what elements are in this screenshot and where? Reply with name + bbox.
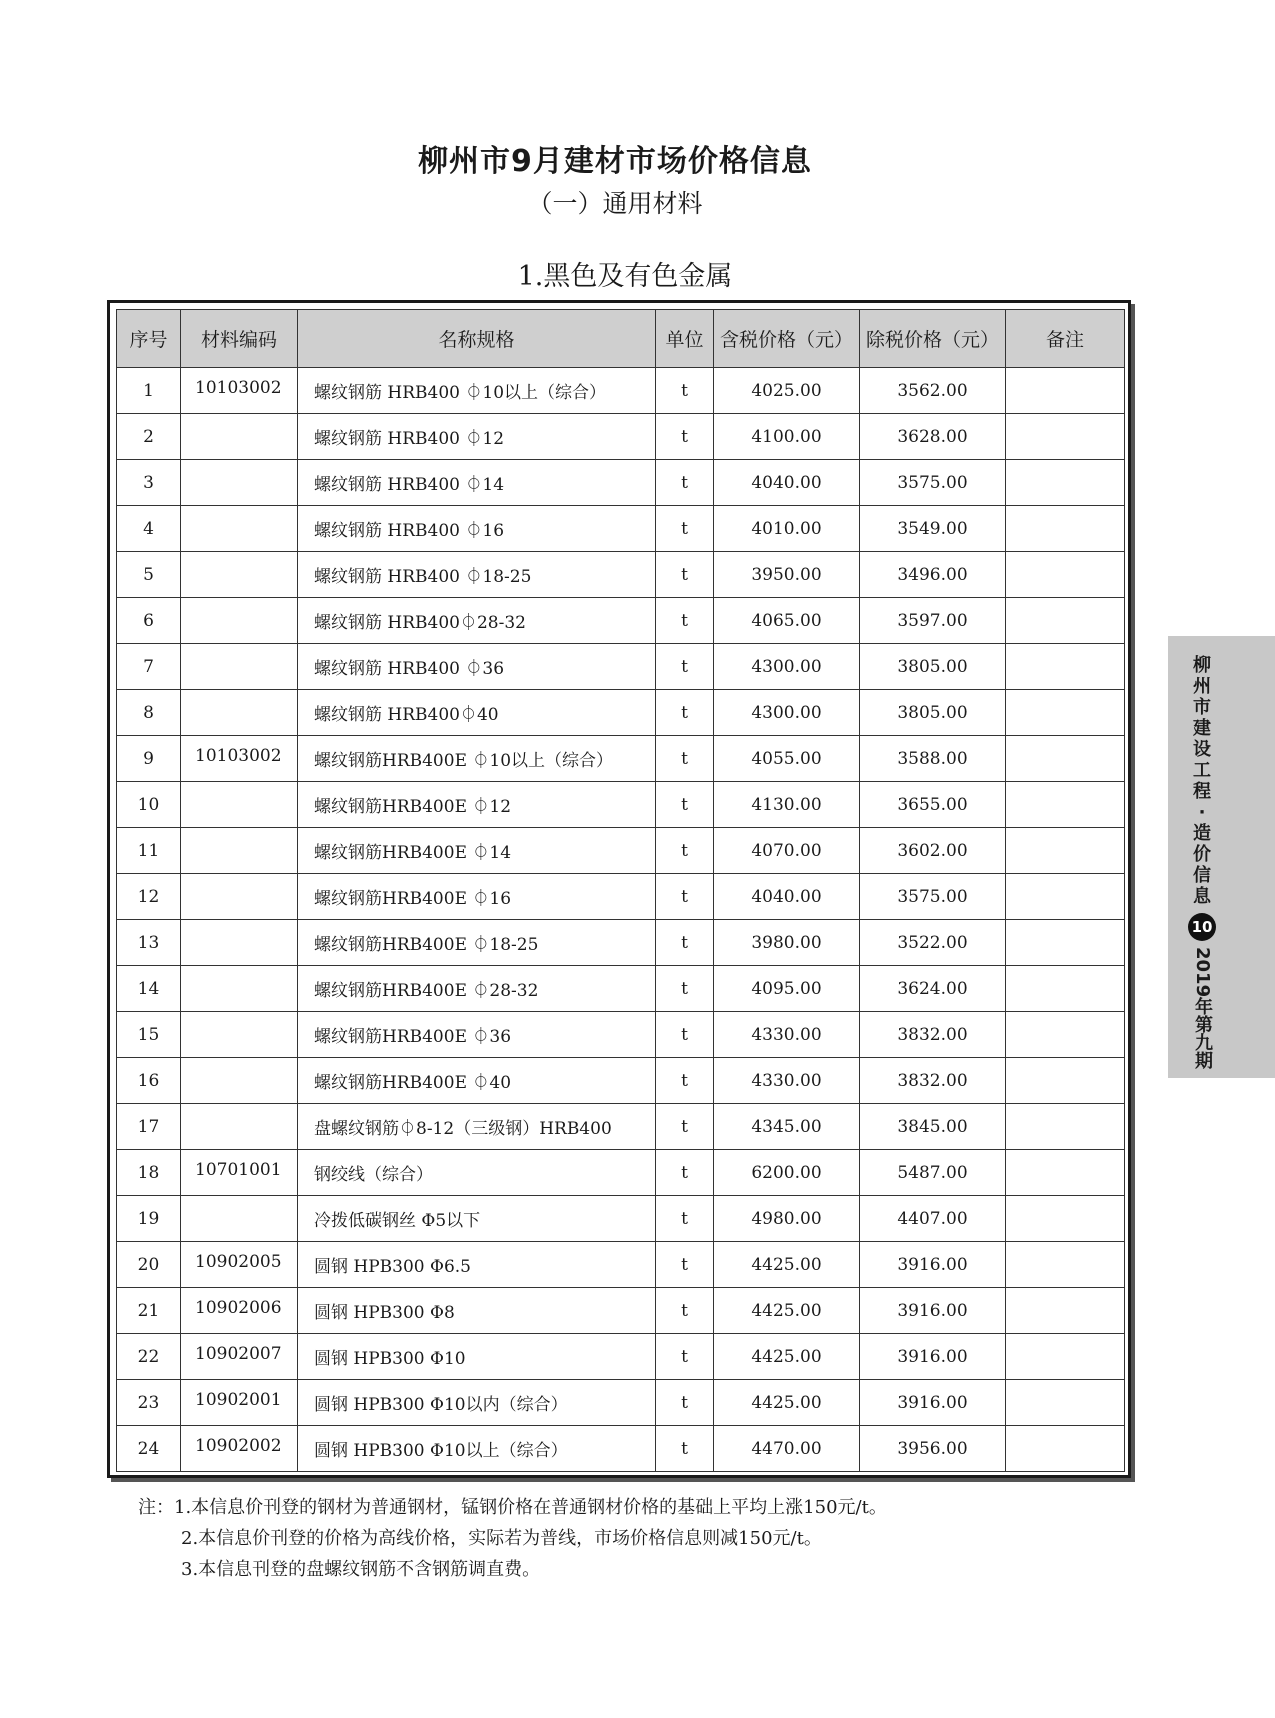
cell-name: 螺纹钢筋HRB400E ⏀18-25: [298, 920, 656, 966]
cell-notax-price: 3655.00: [860, 782, 1006, 828]
table-row: [117, 414, 1125, 460]
cell-name: 冷拨低碳钢丝 Φ5以下: [298, 1196, 656, 1242]
cell-tax-price: 4330.00: [714, 1012, 860, 1058]
page-number-badge: 10: [1188, 913, 1216, 941]
table-row: [117, 368, 1125, 414]
cell-no: 11: [117, 828, 181, 874]
cell-code: [181, 690, 298, 736]
cell-code: 10902006: [181, 1288, 298, 1334]
cell-notax-price: 3522.00: [860, 920, 1006, 966]
table-row: [117, 644, 1125, 690]
publication-char: 建: [1193, 718, 1211, 739]
cell-no: 2: [117, 414, 181, 460]
publication-char: 信: [1193, 865, 1211, 886]
table-row: [117, 920, 1125, 966]
cell-notax-price: 3575.00: [860, 460, 1006, 506]
table-body: [117, 368, 1125, 1472]
cell-tax-price: 4330.00: [714, 1058, 860, 1104]
cell-tax-price: 4070.00: [714, 828, 860, 874]
cell-code: [181, 1196, 298, 1242]
cell-no: 10: [117, 782, 181, 828]
table-row: [117, 1104, 1125, 1150]
cell-name: 螺纹钢筋HRB400E ⏀10以上（综合）: [298, 736, 656, 782]
table-row: [117, 1380, 1125, 1426]
cell-unit: t: [656, 1104, 714, 1150]
cell-unit: t: [656, 782, 714, 828]
publication-char: 工: [1193, 760, 1211, 781]
cell-unit: t: [656, 644, 714, 690]
cell-code: [181, 460, 298, 506]
cell-no: 12: [117, 874, 181, 920]
table-row: [117, 1242, 1125, 1288]
cell-tax-price: 3980.00: [714, 920, 860, 966]
cell-notax-price: 4407.00: [860, 1196, 1006, 1242]
cell-notax-price: 3624.00: [860, 966, 1006, 1012]
section-heading: 1.黑色及有色金属: [517, 261, 733, 292]
publication-char: 息: [1193, 886, 1211, 907]
cell-notax-price: 3805.00: [860, 690, 1006, 736]
cell-code: [181, 506, 298, 552]
cell-notax-price: 3562.00: [860, 368, 1006, 414]
cell-tax-price: 4425.00: [714, 1288, 860, 1334]
cell-notax-price: 5487.00: [860, 1150, 1006, 1196]
cell-remark: [1006, 736, 1125, 782]
table-row: [117, 598, 1125, 644]
cell-name: 螺纹钢筋HRB400E ⏀16: [298, 874, 656, 920]
cell-unit: t: [656, 1196, 714, 1242]
cell-remark: [1006, 1058, 1125, 1104]
publication-char: 市: [1193, 697, 1211, 718]
cell-tax-price: 4010.00: [714, 506, 860, 552]
cell-unit: t: [656, 1426, 714, 1472]
cell-tax-price: 4425.00: [714, 1380, 860, 1426]
cell-name: 螺纹钢筋HRB400E ⏀28-32: [298, 966, 656, 1012]
cell-code: 10103002: [181, 368, 298, 414]
table-row: [117, 506, 1125, 552]
cell-code: [181, 1058, 298, 1104]
cell-name: 螺纹钢筋 HRB400⏀40: [298, 690, 656, 736]
cell-name: 圆钢 HPB300 Φ6.5: [298, 1242, 656, 1288]
col-header-remark: 备注: [1006, 310, 1125, 368]
cell-name: 螺纹钢筋 HRB400 ⏀10以上（综合）: [298, 368, 656, 414]
cell-no: 15: [117, 1012, 181, 1058]
cell-tax-price: 4065.00: [714, 598, 860, 644]
cell-tax-price: 4130.00: [714, 782, 860, 828]
cell-no: 21: [117, 1288, 181, 1334]
table-row: [117, 828, 1125, 874]
cell-name: 螺纹钢筋HRB400E ⏀40: [298, 1058, 656, 1104]
cell-tax-price: 3950.00: [714, 552, 860, 598]
table-row: [117, 1196, 1125, 1242]
page-title: 柳州市9月建材市场价格信息: [418, 144, 812, 179]
cell-code: [181, 782, 298, 828]
cell-name: 钢绞线（综合）: [298, 1150, 656, 1196]
cell-remark: [1006, 644, 1125, 690]
cell-name: 螺纹钢筋HRB400E ⏀12: [298, 782, 656, 828]
cell-code: [181, 920, 298, 966]
cell-code: 10701001: [181, 1150, 298, 1196]
publication-char: 设: [1193, 739, 1211, 760]
cell-code: 10902002: [181, 1426, 298, 1472]
cell-tax-price: 4980.00: [714, 1196, 860, 1242]
table-row: [117, 736, 1125, 782]
cell-no: 16: [117, 1058, 181, 1104]
cell-code: [181, 828, 298, 874]
cell-tax-price: 4345.00: [714, 1104, 860, 1150]
cell-unit: t: [656, 1150, 714, 1196]
cell-unit: t: [656, 920, 714, 966]
cell-unit: t: [656, 552, 714, 598]
cell-code: [181, 414, 298, 460]
cell-remark: [1006, 966, 1125, 1012]
cell-remark: [1006, 874, 1125, 920]
cell-tax-price: 4470.00: [714, 1426, 860, 1472]
cell-code: 10902005: [181, 1242, 298, 1288]
cell-name: 圆钢 HPB300 Φ8: [298, 1288, 656, 1334]
cell-code: 10902001: [181, 1380, 298, 1426]
cell-tax-price: 4095.00: [714, 966, 860, 1012]
table-row: [117, 966, 1125, 1012]
col-header-no: 序号: [117, 310, 181, 368]
cell-no: 18: [117, 1150, 181, 1196]
cell-name: 螺纹钢筋 HRB400 ⏀36: [298, 644, 656, 690]
table-row: [117, 782, 1125, 828]
publication-char: 造: [1193, 823, 1211, 844]
cell-tax-price: 4100.00: [714, 414, 860, 460]
cell-no: 23: [117, 1380, 181, 1426]
cell-remark: [1006, 1288, 1125, 1334]
cell-remark: [1006, 506, 1125, 552]
page-subtitle: （一）通用材料: [527, 189, 703, 218]
cell-tax-price: 4425.00: [714, 1242, 860, 1288]
cell-no: 22: [117, 1334, 181, 1380]
cell-remark: [1006, 1104, 1125, 1150]
publication-char: 价: [1193, 844, 1211, 865]
cell-remark: [1006, 1012, 1125, 1058]
cell-remark: [1006, 414, 1125, 460]
cell-unit: t: [656, 506, 714, 552]
cell-unit: t: [656, 874, 714, 920]
table-header-row: [117, 310, 1125, 368]
cell-tax-price: 6200.00: [714, 1150, 860, 1196]
cell-no: 4: [117, 506, 181, 552]
cell-unit: t: [656, 1012, 714, 1058]
cell-code: [181, 1012, 298, 1058]
cell-name: 螺纹钢筋 HRB400 ⏀14: [298, 460, 656, 506]
col-header-name: 名称规格: [298, 310, 656, 368]
cell-notax-price: 3628.00: [860, 414, 1006, 460]
cell-notax-price: 3588.00: [860, 736, 1006, 782]
cell-unit: t: [656, 1288, 714, 1334]
col-header-code: 材料编码: [181, 310, 298, 368]
publication-char: 柳: [1193, 655, 1211, 676]
cell-no: 19: [117, 1196, 181, 1242]
cell-no: 17: [117, 1104, 181, 1150]
note-line: 注：1.本信息价刊登的钢材为普通钢材，锰钢价格在普通钢材价格的基础上平均上涨150元/t。: [138, 1497, 887, 1518]
table-row: [117, 1150, 1125, 1196]
cell-tax-price: 4055.00: [714, 736, 860, 782]
cell-remark: [1006, 828, 1125, 874]
cell-remark: [1006, 1334, 1125, 1380]
cell-remark: [1006, 368, 1125, 414]
cell-notax-price: 3805.00: [860, 644, 1006, 690]
cell-notax-price: 3916.00: [860, 1380, 1006, 1426]
cell-name: 螺纹钢筋HRB400E ⏀14: [298, 828, 656, 874]
cell-tax-price: 4300.00: [714, 644, 860, 690]
cell-notax-price: 3916.00: [860, 1242, 1006, 1288]
cell-no: 6: [117, 598, 181, 644]
cell-name: 螺纹钢筋HRB400E ⏀36: [298, 1012, 656, 1058]
cell-no: 14: [117, 966, 181, 1012]
cell-code: [181, 552, 298, 598]
cell-unit: t: [656, 966, 714, 1012]
cell-notax-price: 3496.00: [860, 552, 1006, 598]
cell-no: 3: [117, 460, 181, 506]
cell-remark: [1006, 1426, 1125, 1472]
col-header-tax-price: 含税价格（元）: [714, 310, 860, 368]
table-row: [117, 874, 1125, 920]
col-header-notax-price: 除税价格（元）: [860, 310, 1006, 368]
cell-unit: t: [656, 460, 714, 506]
cell-notax-price: 3575.00: [860, 874, 1006, 920]
publication-char: 程: [1193, 781, 1211, 802]
col-header-unit: 单位: [656, 310, 714, 368]
cell-remark: [1006, 1150, 1125, 1196]
cell-tax-price: 4025.00: [714, 368, 860, 414]
publication-name: [1186, 655, 1218, 907]
table-row: [117, 1058, 1125, 1104]
note-line: 2.本信息价刊登的价格为高线价格，实际若为普线，市场价格信息则减150元/t。: [181, 1528, 822, 1549]
publication-char: ·: [1198, 802, 1206, 823]
cell-code: 10103002: [181, 736, 298, 782]
cell-code: 10902007: [181, 1334, 298, 1380]
cell-code: [181, 966, 298, 1012]
price-table: [116, 309, 1125, 1472]
cell-remark: [1006, 552, 1125, 598]
cell-no: 24: [117, 1426, 181, 1472]
note-line: 3.本信息刊登的盘螺纹钢筋不含钢筋调直费。: [181, 1559, 541, 1580]
cell-notax-price: 3549.00: [860, 506, 1006, 552]
notes: [138, 1492, 887, 1585]
cell-name: 螺纹钢筋 HRB400⏀28-32: [298, 598, 656, 644]
cell-notax-price: 3832.00: [860, 1012, 1006, 1058]
price-table-frame: [107, 300, 1131, 1478]
cell-remark: [1006, 1196, 1125, 1242]
cell-unit: t: [656, 368, 714, 414]
cell-remark: [1006, 598, 1125, 644]
cell-notax-price: 3597.00: [860, 598, 1006, 644]
cell-remark: [1006, 1380, 1125, 1426]
cell-notax-price: 3602.00: [860, 828, 1006, 874]
cell-notax-price: 3832.00: [860, 1058, 1006, 1104]
cell-notax-price: 3956.00: [860, 1426, 1006, 1472]
table-row: [117, 1426, 1125, 1472]
cell-no: 9: [117, 736, 181, 782]
cell-remark: [1006, 1242, 1125, 1288]
table-row: [117, 1012, 1125, 1058]
cell-name: 圆钢 HPB300 Φ10以上（综合）: [298, 1426, 656, 1472]
cell-tax-price: 4425.00: [714, 1334, 860, 1380]
publication-char: 州: [1193, 676, 1211, 697]
cell-name: 盘螺纹钢筋⏀8-12（三级钢）HRB400: [298, 1104, 656, 1150]
cell-unit: t: [656, 1058, 714, 1104]
cell-name: 螺纹钢筋 HRB400 ⏀18-25: [298, 552, 656, 598]
cell-no: 13: [117, 920, 181, 966]
cell-unit: t: [656, 598, 714, 644]
cell-notax-price: 3916.00: [860, 1334, 1006, 1380]
cell-unit: t: [656, 1380, 714, 1426]
side-tab: [1168, 636, 1275, 1078]
cell-no: 8: [117, 690, 181, 736]
cell-unit: t: [656, 1334, 714, 1380]
cell-no: 1: [117, 368, 181, 414]
cell-remark: [1006, 690, 1125, 736]
table-row: [117, 1334, 1125, 1380]
cell-unit: t: [656, 1242, 714, 1288]
cell-tax-price: 4300.00: [714, 690, 860, 736]
cell-remark: [1006, 460, 1125, 506]
cell-unit: t: [656, 414, 714, 460]
cell-remark: [1006, 920, 1125, 966]
table-row: [117, 690, 1125, 736]
cell-unit: t: [656, 828, 714, 874]
table-row: [117, 1288, 1125, 1334]
cell-no: 20: [117, 1242, 181, 1288]
cell-name: 圆钢 HPB300 Φ10以内（综合）: [298, 1380, 656, 1426]
cell-name: 螺纹钢筋 HRB400 ⏀16: [298, 506, 656, 552]
cell-no: 7: [117, 644, 181, 690]
cell-name: 圆钢 HPB300 Φ10: [298, 1334, 656, 1380]
cell-tax-price: 4040.00: [714, 460, 860, 506]
cell-code: [181, 874, 298, 920]
cell-code: [181, 598, 298, 644]
table-row: [117, 460, 1125, 506]
table-row: [117, 552, 1125, 598]
cell-unit: t: [656, 690, 714, 736]
side-tab-text: [1186, 655, 1218, 1069]
cell-notax-price: 3916.00: [860, 1288, 1006, 1334]
cell-code: [181, 644, 298, 690]
cell-code: [181, 1104, 298, 1150]
cell-remark: [1006, 782, 1125, 828]
cell-notax-price: 3845.00: [860, 1104, 1006, 1150]
cell-unit: t: [656, 736, 714, 782]
cell-tax-price: 4040.00: [714, 874, 860, 920]
cell-name: 螺纹钢筋 HRB400 ⏀12: [298, 414, 656, 460]
issue-label: 2019年第九期: [1192, 947, 1213, 1070]
cell-no: 5: [117, 552, 181, 598]
